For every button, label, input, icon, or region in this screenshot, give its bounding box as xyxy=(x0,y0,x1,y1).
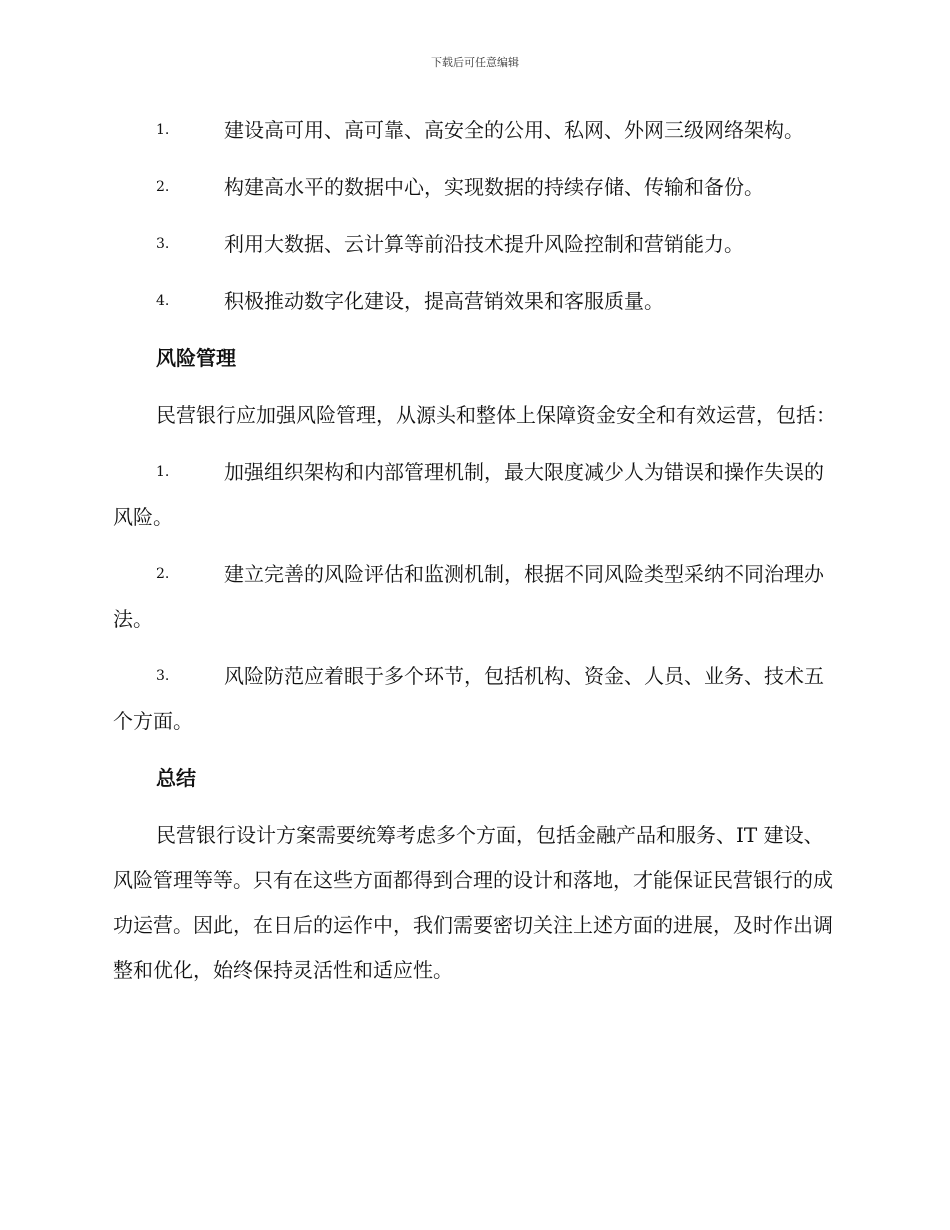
list-item-text: 风险防范应着眼于多个环节，包括机构、资金、人员、业务、技术五个方面。 xyxy=(113,664,824,733)
list-number: 4. xyxy=(156,293,170,309)
list-number: 1. xyxy=(156,122,170,138)
list-item xyxy=(113,279,837,324)
list-item xyxy=(113,450,837,540)
list-item xyxy=(113,654,837,744)
list-item-text: 积极推动数字化建设，提高营销效果和客服质量。 xyxy=(224,289,664,313)
list-item-text: 构建高水平的数据中心，实现数据的持续存储、传输和备份。 xyxy=(224,175,764,199)
list-item xyxy=(113,552,837,642)
page-header: 下载后可任意编辑 xyxy=(431,56,519,69)
list-number: 3. xyxy=(156,236,170,252)
list-item xyxy=(113,222,837,267)
document-body xyxy=(113,108,837,1005)
list-item-text: 利用大数据、云计算等前沿技术提升风险控制和营销能力。 xyxy=(224,232,744,256)
list-item xyxy=(113,165,837,210)
section-heading-summary: 总结 xyxy=(156,766,196,790)
risk-intro-paragraph: 民营银行应加强风险管理，从源头和整体上保障资金安全和有效运营，包括： xyxy=(156,403,836,427)
summary-paragraph: 民营银行设计方案需要统筹考虑多个方面，包括金融产品和服务、IT 建设、风险管理等等。只有在这些方面都得到合理的设计和落地，才能保证民营银行的成功运营。因此，在日后的运作中，我们需要密切关注上述方面的进展，及时作出调整和优化，始终保持灵活性和适应性。 xyxy=(113,823,833,982)
list-item-text: 建设高可用、高可靠、高安全的公用、私网、外网三级网络架构。 xyxy=(224,118,804,142)
list-number: 2. xyxy=(156,179,170,195)
list-item-text: 加强组织架构和内部管理机制，最大限度减少人为错误和操作失误的风险。 xyxy=(113,460,824,529)
list-item xyxy=(113,108,837,153)
section-heading-risk: 风险管理 xyxy=(156,346,236,370)
list-number: 1. xyxy=(156,464,170,480)
list-item-text: 建立完善的风险评估和监测机制，根据不同风险类型采纳不同治理办法。 xyxy=(113,562,824,631)
list-number: 2. xyxy=(156,566,170,582)
list-number: 3. xyxy=(156,668,170,684)
